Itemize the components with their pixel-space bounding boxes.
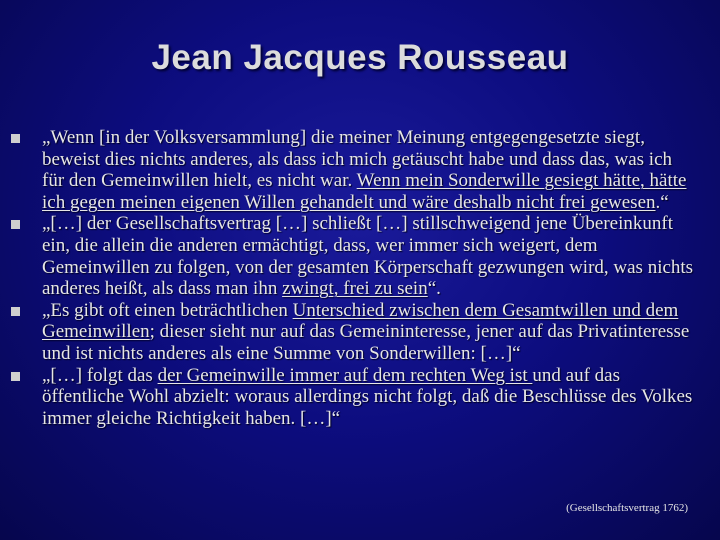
slide-title: Jean Jacques Rousseau: [151, 38, 569, 77]
quote-text-underlined: Wenn mein Sonderwille gesiegt hätte, hätte ich gegen meinen eigenen Willen gehandelt und wäre deshalb nicht frei gewesen: [42, 170, 687, 213]
quote-text: „[…] der Gesellschaftsvertrag […] schließt […] stillschweigend jene Übereinkunft ein, die allein die anderen ermächtigt, dass, wer immer sich weigert, dem Gemeinwillen zu folgen, von der gesamten Körperschaft gezwungen wird, was nichts anderes heißt, als dass man ihn: [42, 213, 694, 300]
quote-text: und auf das öffentliche Wohl abzielt: woraus allerdings nicht folgt, daß die Beschlüsse des Volkes immer gleiche Richtigkeit haben. […]“: [42, 364, 693, 429]
quote-text: „Wenn [in der Volksversammlung] die meiner Meinung entgegengesetzte siegt, beweist dies nichts anderes, als dass ich mich getäuscht habe und dass das, was ich für den Gemeinwillen hielt, es nicht war.: [42, 127, 673, 192]
quote-text: ; dieser sieht nur auf das Gemeininteresse, jener auf das Privatinteresse und ist nichts anderes als eine Summe von Sonderwillen: […]“: [42, 321, 690, 364]
quote-item: [42, 365, 694, 430]
quote-text-underlined: zwingt, frei zu sein: [282, 278, 428, 300]
quote-text: “.: [427, 278, 441, 300]
square-bullet-icon: [11, 307, 20, 316]
source-citation: (Gesellschaftsvertrag 1762): [566, 502, 688, 514]
quote-text: „Es gibt oft einen beträchtlichen: [42, 299, 293, 321]
quote-item: [42, 127, 694, 213]
square-bullet-icon: [11, 372, 20, 381]
quote-text-underlined: der Gemeinwille immer auf dem rechten Weg ist: [157, 364, 533, 386]
quote-text: .“: [655, 191, 669, 213]
square-bullet-icon: [11, 134, 20, 143]
quote-text-underlined: Unterschied zwischen dem Gesamtwillen und dem Gemeinwillen: [42, 299, 679, 343]
quote-text: „[…] folgt das: [42, 364, 158, 386]
quote-item: [42, 300, 694, 365]
quote-list: [42, 127, 694, 429]
quote-item: [42, 213, 694, 299]
square-bullet-icon: [11, 220, 20, 229]
